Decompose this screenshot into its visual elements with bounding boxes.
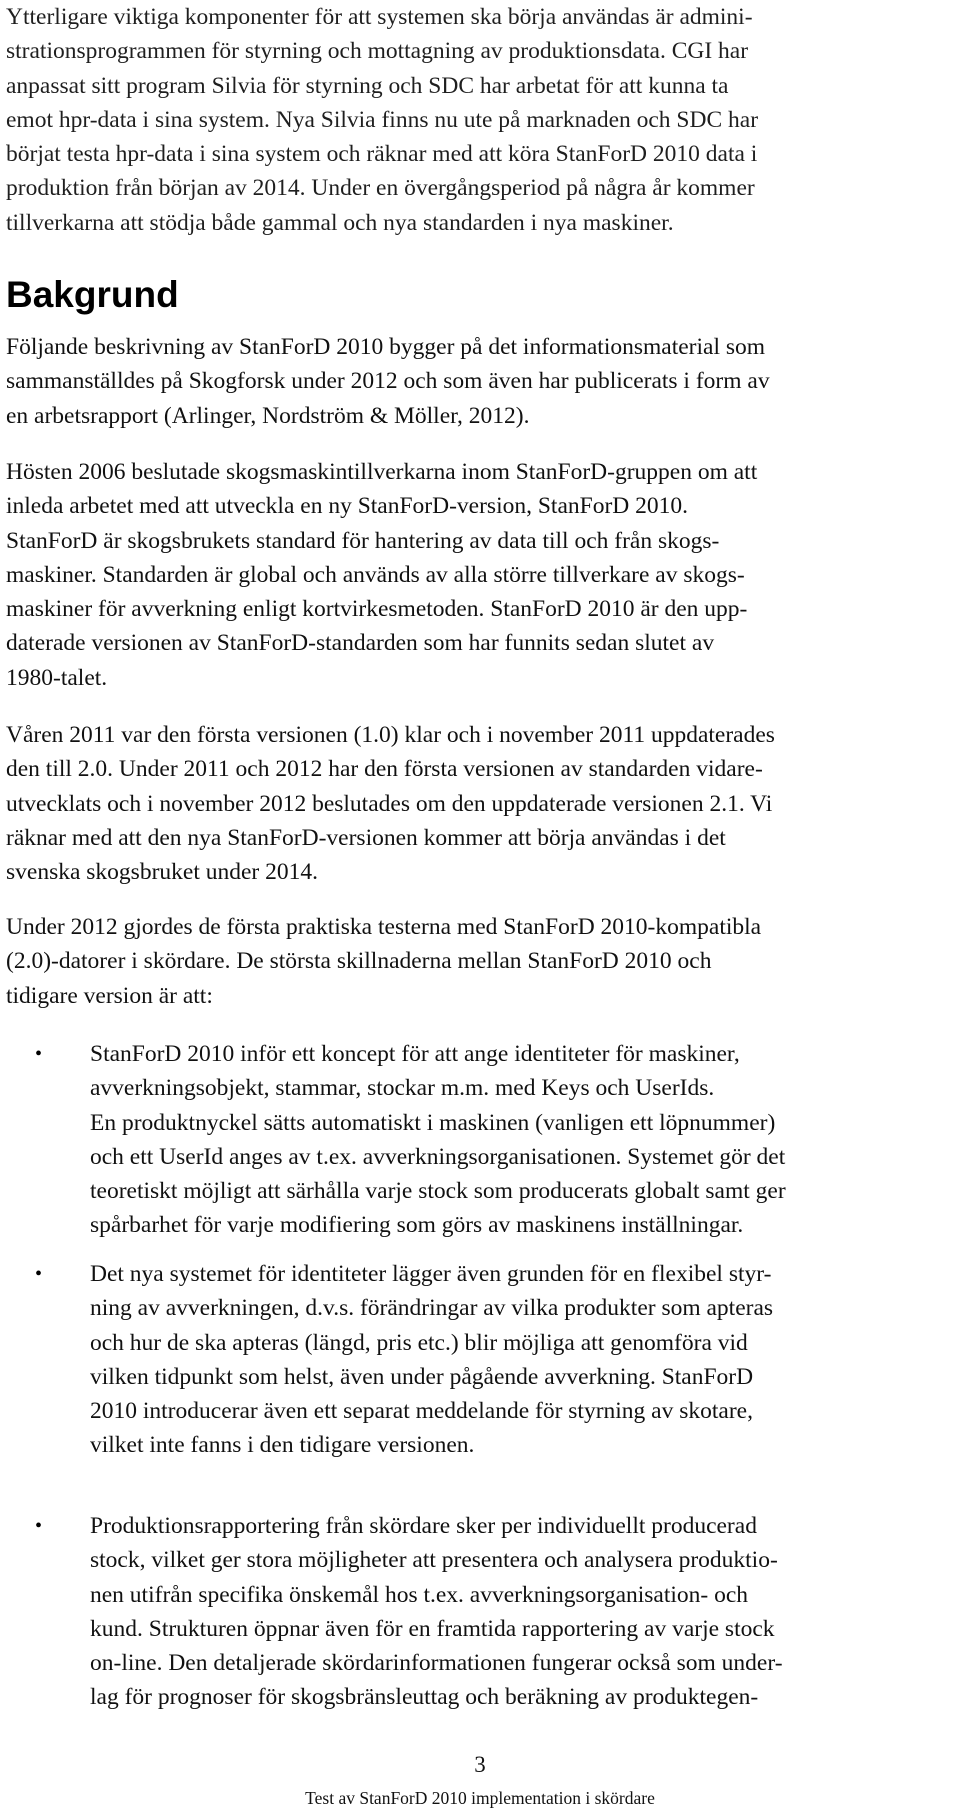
text-line: räknar med att den nya StanForD-versionen kommer att börja användas i det bbox=[6, 824, 726, 851]
text-line: inleda arbetet med att utveckla en ny StanForD-version, StanForD 2010. bbox=[6, 493, 688, 520]
text-line: svenska skogsbruket under 2014. bbox=[6, 859, 318, 886]
text-line: sammanställdes på Skogforsk under 2012 och som även har publicerats i form av bbox=[6, 368, 770, 395]
text-line: tidigare version är att: bbox=[6, 982, 213, 1009]
bullet-item bbox=[90, 1509, 950, 1715]
text-line: 2010 introducerar även ett separat meddelande för styrning av skotare, bbox=[90, 1398, 753, 1425]
text-line: daterade versionen av StanForD-standarden som har funnits sedan slutet av bbox=[6, 630, 715, 657]
text-line: Produktionsrapportering från skördare sker per individuellt producerad bbox=[90, 1513, 757, 1539]
text-line: Våren 2011 var den första versionen (1.0) klar och i november 2011 uppdaterades bbox=[6, 722, 775, 748]
footer-title: Test av StanForD 2010 implementation i skördare bbox=[305, 1788, 655, 1808]
text-line: Under 2012 gjordes de första praktiska testerna med StanForD 2010-kompatibla bbox=[6, 914, 762, 940]
bullet-item bbox=[90, 1037, 950, 1243]
section-heading: Bakgrund bbox=[6, 274, 179, 315]
text-line: en arbetsrapport (Arlinger, Nordström & Möller, 2012). bbox=[6, 402, 530, 429]
text-line: spårbarhet för varje modifiering som görs av maskinens inställningar. bbox=[90, 1212, 744, 1239]
text-line: anpassat sitt program Silvia för styrning och SDC har arbetat för att kunna ta bbox=[6, 72, 729, 99]
body-paragraph bbox=[6, 910, 946, 1013]
text-line: utvecklats och i november 2012 beslutades om den uppdaterade versionen 2.1. Vi bbox=[6, 790, 773, 817]
text-line: 1980-talet. bbox=[6, 664, 108, 691]
text-line: StanForD 2010 inför ett koncept för att ange identiteter för maskiner, bbox=[90, 1041, 740, 1067]
text-line: och ett UserId anges av t.ex. avverkningsorganisationen. Systemet gör det bbox=[90, 1143, 786, 1170]
text-line: emot hpr-data i sina system. Nya Silvia finns nu ute på marknaden och SDC har bbox=[6, 106, 759, 133]
body-paragraph bbox=[6, 330, 946, 433]
bullet-marker: • bbox=[35, 1515, 43, 1537]
intro-paragraph bbox=[6, 0, 946, 240]
text-line: Ytterligare viktiga komponenter för att systemen ska börja användas är admini- bbox=[6, 4, 753, 30]
text-line: vilket inte fanns i den tidigare versionen. bbox=[90, 1432, 475, 1459]
bullet-item bbox=[90, 1257, 950, 1463]
text-line: strationsprogrammen för styrning och mottagning av produktionsdata. CGI har bbox=[6, 38, 749, 65]
text-line: den till 2.0. Under 2011 och 2012 har den första versionen av standarden vidare- bbox=[6, 756, 763, 783]
text-line: En produktnyckel sätts automatiskt i maskinen (vanligen ett löpnummer) bbox=[90, 1109, 776, 1136]
body-paragraph bbox=[6, 718, 946, 889]
text-line: produktion från början av 2014. Under en övergångsperiod på några år kommer bbox=[6, 175, 755, 202]
text-line: nen utifrån specifika önskemål hos t.ex. avverkningsorganisation- och bbox=[90, 1581, 749, 1608]
text-line: lag för prognoser för skogsbränsleuttag och beräkning av produktegen- bbox=[90, 1684, 759, 1711]
text-line: börjat testa hpr-data i sina system och räknar med att köra StanForD 2010 data i bbox=[6, 141, 758, 168]
page-number: 3 bbox=[474, 1752, 486, 1777]
text-line: kund. Strukturen öppnar även för en framtida rapportering av varje stock bbox=[90, 1615, 775, 1642]
text-line: avverkningsobjekt, stammar, stockar m.m. med Keys och UserIds. bbox=[90, 1075, 715, 1102]
text-line: (2.0)-datorer i skördare. De största skillnaderna mellan StanForD 2010 och bbox=[6, 948, 712, 975]
text-line: tillverkarna att stödja både gammal och nya standarden i nya maskiner. bbox=[6, 209, 674, 236]
text-line: stock, vilket ger stora möjligheter att presentera och analysera produktio- bbox=[90, 1547, 778, 1574]
text-line: on-line. Den detaljerade skördarinformationen fungerar också som under- bbox=[90, 1650, 783, 1677]
text-line: maskiner. Standarden är global och används av alla större tillverkare av skogs- bbox=[6, 561, 745, 588]
text-line: och hur de ska apteras (längd, pris etc.) blir möjliga att genomföra vid bbox=[90, 1329, 748, 1356]
text-line: Det nya systemet för identiteter lägger även grunden för en flexibel styr- bbox=[90, 1261, 772, 1287]
text-line: StanForD är skogsbrukets standard för hantering av data till och från skogs- bbox=[6, 527, 720, 554]
text-line: ning av avverkningen, d.v.s. förändringar av vilka produkter som apteras bbox=[90, 1295, 774, 1322]
text-line: Följande beskrivning av StanForD 2010 bygger på det informationsmaterial som bbox=[6, 334, 766, 360]
text-line: maskiner för avverkning enligt kortvirkesmetoden. StanForD 2010 är den upp- bbox=[6, 596, 748, 623]
body-paragraph bbox=[6, 455, 946, 695]
text-line: teoretiskt möjligt att särhålla varje stock som producerats globalt samt ger bbox=[90, 1178, 786, 1205]
bullet-marker: • bbox=[35, 1043, 43, 1065]
bullet-marker: • bbox=[35, 1263, 43, 1285]
text-line: vilken tidpunkt som helst, även under pågående avverkning. StanForD bbox=[90, 1363, 754, 1390]
text-line: Hösten 2006 beslutade skogsmaskintillverkarna inom StanForD-gruppen om att bbox=[6, 459, 758, 485]
